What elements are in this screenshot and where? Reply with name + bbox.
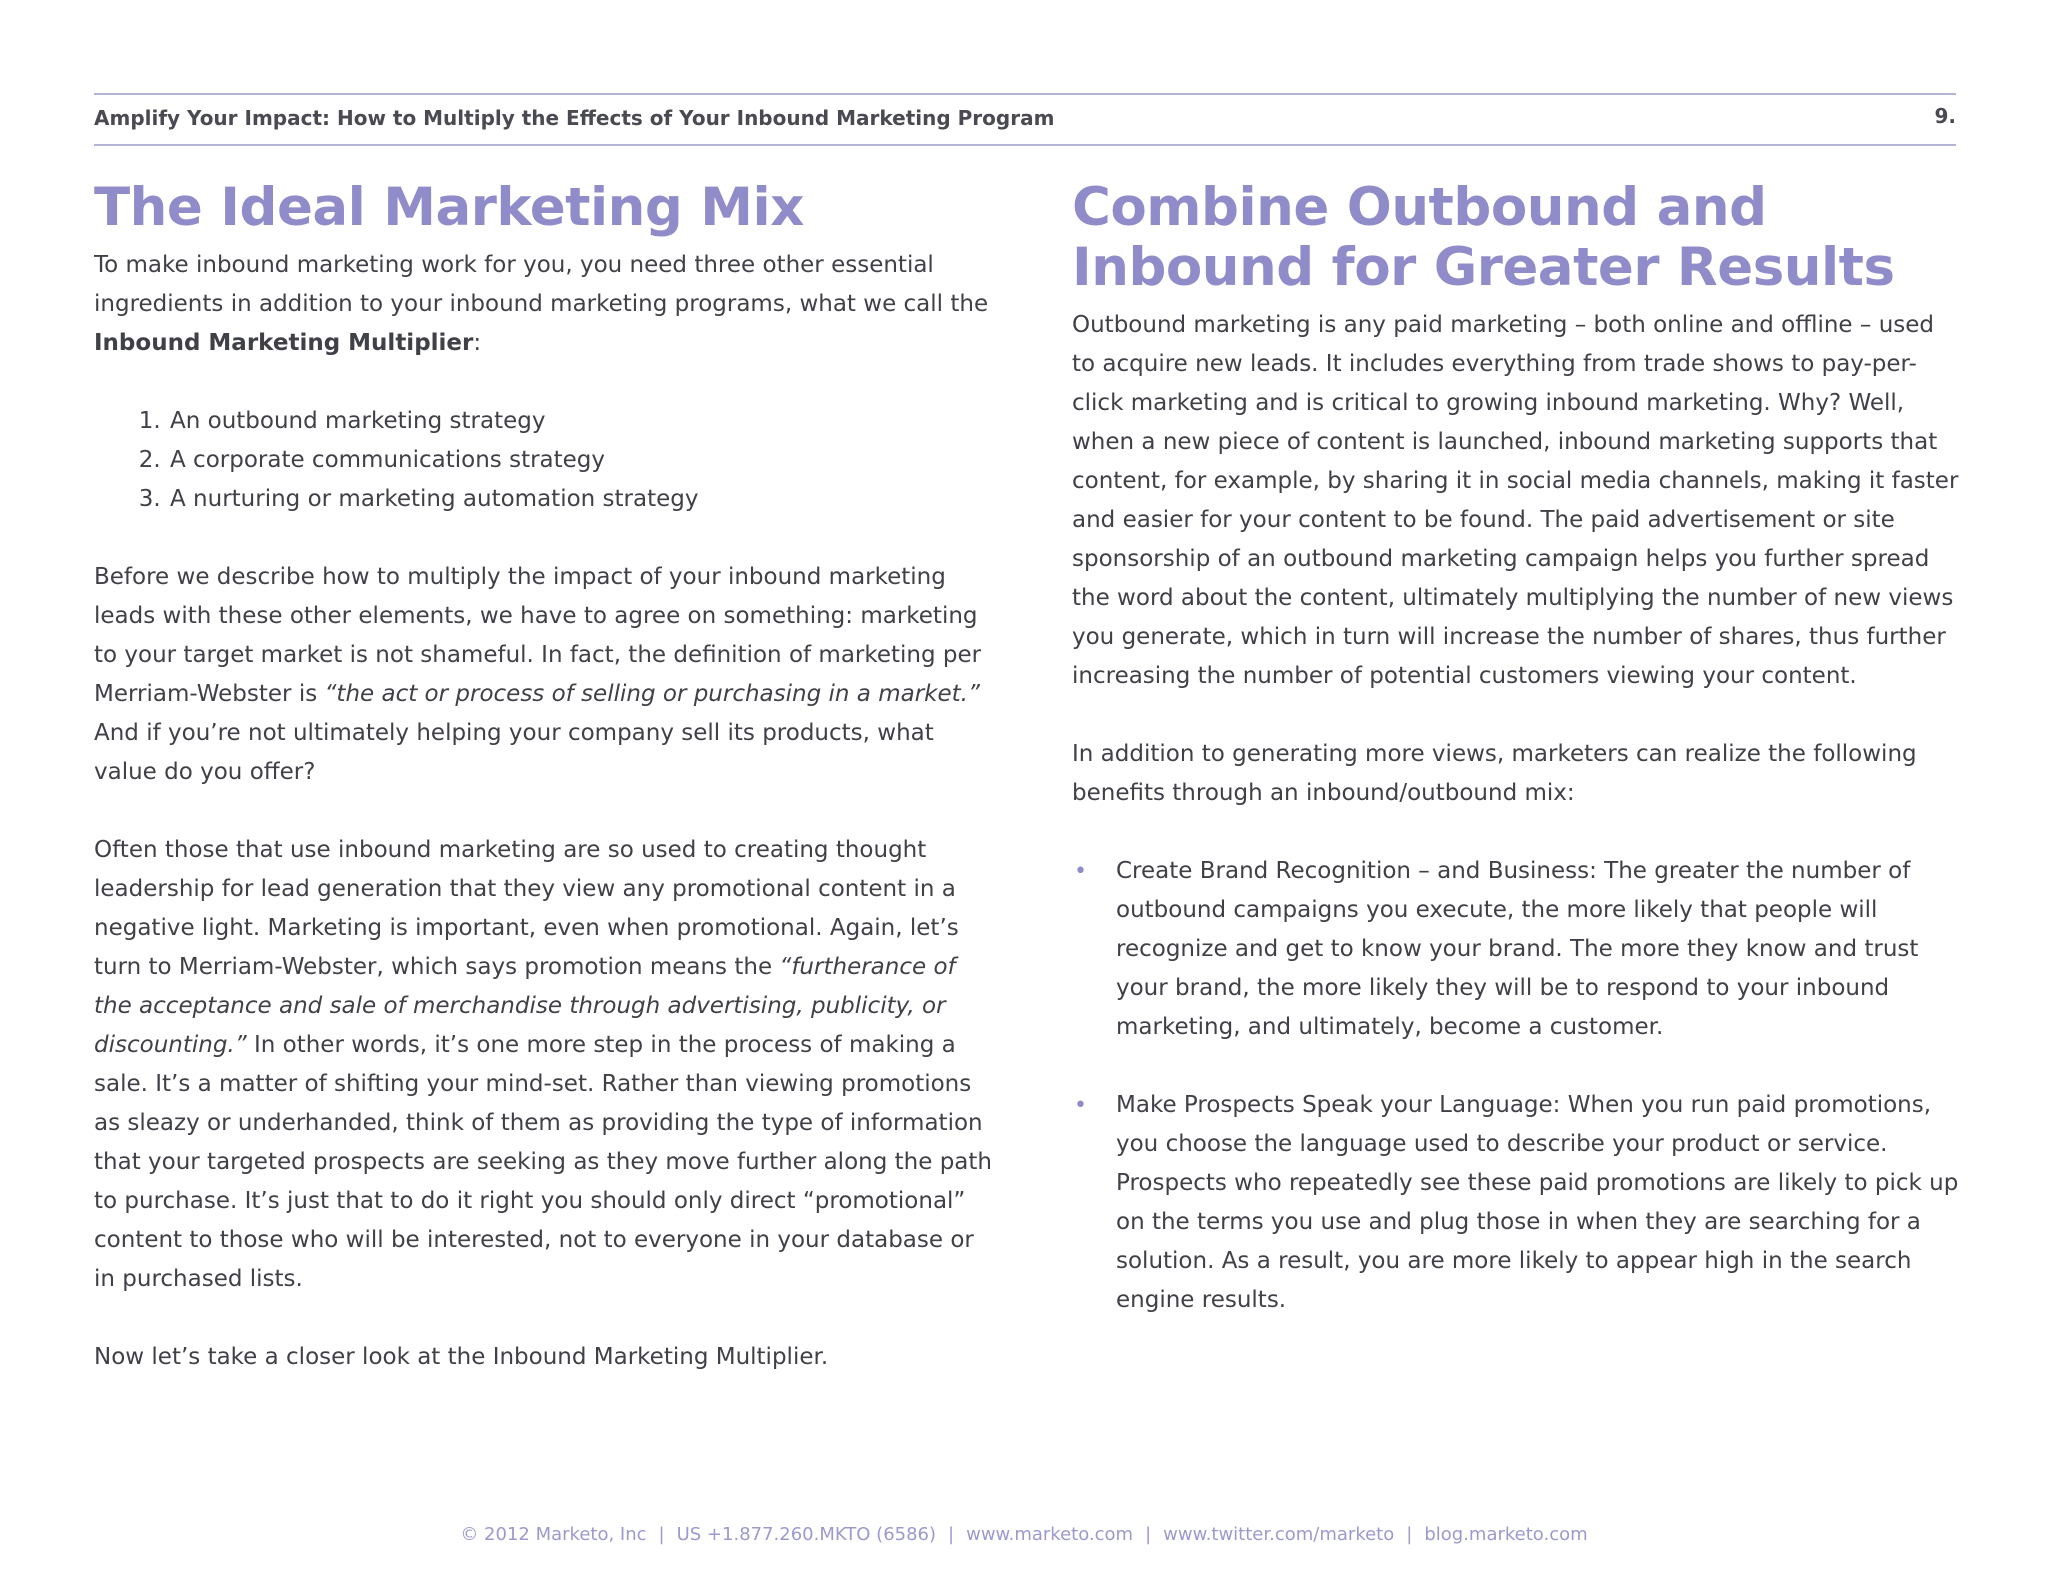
footer-separator: | [1145,1524,1152,1545]
bullet-text: Make Prospects Speak your Language: When you run paid promotions, you choose the language used to describe your product or service. Prospects who repeatedly see these paid promotions are likely to pick up on the terms you use and plug those in when they are searching for a solution. As a result, you are more likely to appear high in the search engine results. [1116,1092,1959,1313]
header-rule-top [94,93,1956,95]
list-item [1072,852,1960,1047]
multiplier-term: Inbound Marketing Multiplier [94,330,474,356]
benefits-list [1072,852,1960,1320]
list-item: 1. An outbound marketing strategy [168,402,994,441]
footer-separator: | [1406,1524,1413,1545]
definition-text-end: And if you’re not ultimately helping your company sell its products, what value do you offer? [94,720,934,785]
definition-quote: “the act or process of selling or purchasing in a market.” [324,681,980,707]
page-footer [0,1524,2048,1545]
definition-paragraph [94,558,994,792]
footer-copyright: © 2012 Marketo, Inc [460,1524,647,1545]
left-column [94,178,994,1416]
outbound-paragraph: Outbound marketing is any paid marketing – both online and offline – used to acquire new leads. It includes everything from trade shows to pay-per-click marketing and is critical to growing inbound marketing. Why? Well, when a new piece of content is launched, inbound marketing supports that content, for example, by sharing it in social media channels, making it faster and easier for your content to be found. The paid advertisement or site sponsorship of an outbound marketing campaign helps you further spread the word about the content, ultimately multiplying the number of new views you generate, which in turn will increase the number of shares, thus further increasing the number of potential customers viewing your content. [1072,312,1959,689]
ingredients-list [94,402,994,519]
footer-blog-link[interactable]: blog.marketo.com [1424,1524,1588,1545]
benefits-intro-paragraph: In addition to generating more views, marketers can realize the following benefits through an inbound/outbound mix: [1072,741,1917,806]
promotion-paragraph [94,831,994,1299]
promotion-quote: “furtherance of the acceptance and sale of merchandise through advertising, publicity, or discounting.” [94,954,956,1058]
promotion-text-end: In other words, it’s one more step in the process of making a sale. It’s a matter of shifting your mind-set. Rather than viewing promotions as sleazy or underhanded, think of them as providing the type of information that your targeted prospects are seeking as they move further along the path to purchase. It’s just that to do it right you should only direct “promotional” content to those who will be interested, not to everyone in your database or in purchased lists. [94,1032,992,1292]
right-column [1072,178,1960,1359]
section-heading-ideal-mix: The Ideal Marketing Mix [94,177,804,238]
list-item: 3. A nurturing or marketing automation strategy [168,480,994,519]
list-item: 2. A corporate communications strategy [168,441,994,480]
intro-text: To make inbound marketing work for you, you need three other essential ingredients in addition to your inbound marketing programs, what we call the [94,252,989,317]
promotion-text: Often those that use inbound marketing are so used to creating thought leadership for lead generation that they view any promotional content in a negative light. Marketing is important, even when promotional. Again, let’s turn to Merriam-Webster, which says promotion means the [94,837,959,980]
list-item [1072,1086,1960,1320]
closing-paragraph: Now let’s take a closer look at the Inbound Marketing Multiplier. [94,1344,829,1370]
intro-colon: : [473,330,482,356]
footer-website-link[interactable]: www.marketo.com [966,1524,1134,1545]
definition-text: Before we describe how to multiply the impact of your inbound marketing leads with these other elements, we have to agree on something: marketing to your target market is not shameful. In fact, the definition of marketing per Merriam-Webster is [94,564,982,707]
footer-phone: US +1.877.260.MKTO (6586) [676,1524,937,1545]
running-title: Amplify Your Impact: How to Multiply the Effects of Your Inbound Marketing Program [94,106,1055,130]
intro-paragraph [94,246,994,363]
footer-twitter-link[interactable]: www.twitter.com/marketo [1163,1524,1395,1545]
footer-separator: | [948,1524,955,1545]
bullet-text: Create Brand Recognition – and Business: The greater the number of outbound campaigns you execute, the more likely that people will recognize and get to know your brand. The more they know and trust your brand, the more likely they will be to respond to your inbound marketing, and ultimately, become a customer. [1116,858,1919,1040]
header-rule-bottom [94,144,1956,146]
bullet-icon: • [1074,1093,1087,1118]
bullet-icon: • [1074,859,1087,884]
footer-separator: | [658,1524,665,1545]
page-number: 9. [1934,104,1956,128]
section-heading-combine: Combine Outbound and Inbound for Greater Results [1072,177,1895,298]
